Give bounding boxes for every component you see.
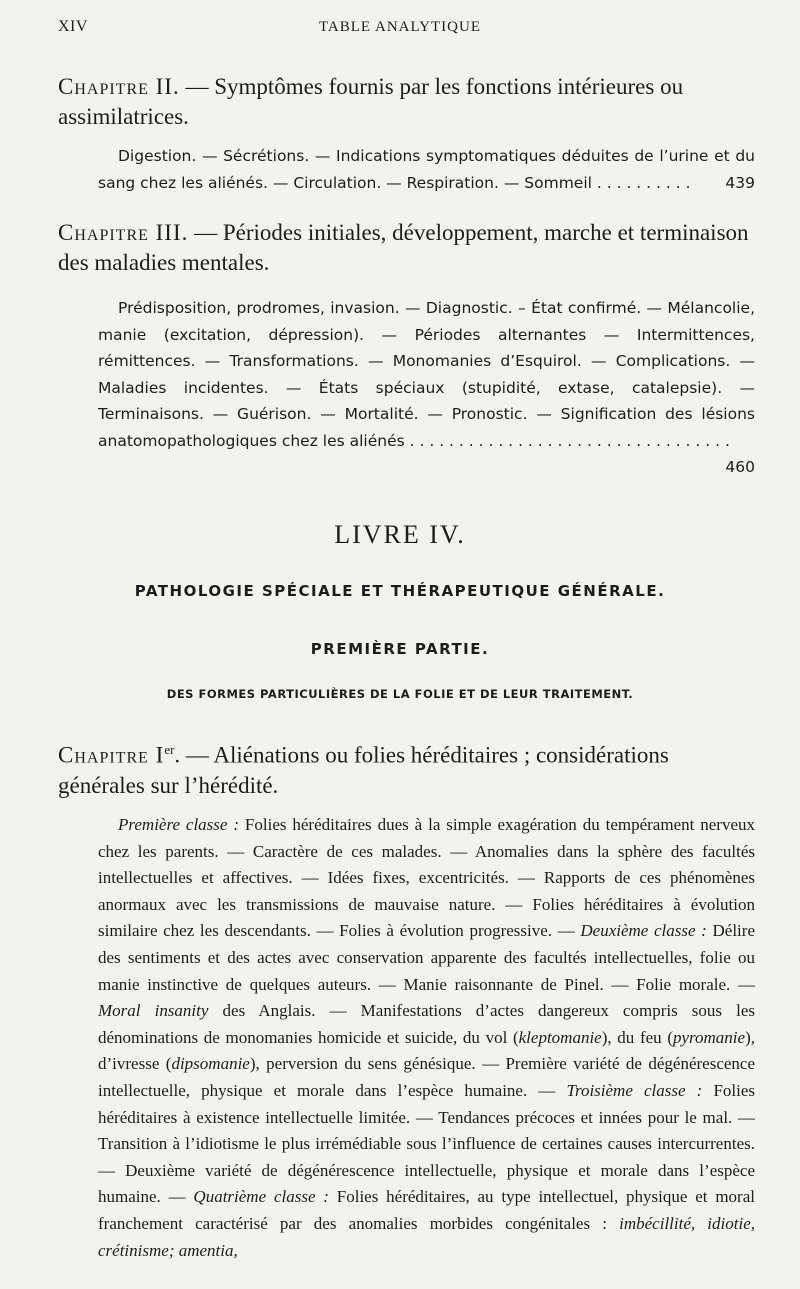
leader-dots: . . . . . . . . . . . . . . . . . . . . . . . . . . . . . . . . . xyxy=(404,431,730,450)
chapter-1-heading xyxy=(58,735,755,801)
chapter-3-title: — Périodes initiales, développement, marche et terminaison des maladies mentales. xyxy=(58,220,749,275)
text-fragment: ), du feu ( xyxy=(601,1027,673,1047)
chapter-3-heading xyxy=(58,218,755,278)
text-fragment: ), perversion du sens génésique. — Première variété de dégénérescence intellectuelle, physique et morale dans l’espèce humaine. — xyxy=(98,1054,755,1100)
class-1-label: Première classe : xyxy=(118,815,240,834)
chapter-2-summary-text: Digestion. — Sécrétions. — Indications symptomatiques déduites de l’urine et du sang chez les aliénés. — Circulation. — Respiration. — Sommeil xyxy=(98,147,755,192)
running-title: TABLE ANALYTIQUE xyxy=(318,19,481,35)
class-2-text-b: des Anglais. — Manifestations d’actes dangereux compris sous les dénominations de monomanies homicide et suicide, du vol ( xyxy=(98,1001,755,1047)
chapter-1-label-sup: er xyxy=(164,742,175,757)
chapter-2-title: — Symptômes fournis par les fonctions intérieures ou assimilatrices. xyxy=(58,74,684,129)
class-2-label: Deuxième classe : xyxy=(580,921,707,941)
chapter-3-summary-text: Prédisposition, prodromes, invasion. — Diagnostic. – État confirmé. — Mélancolie, manie (excitation, dépression). — Périodes alternantes — Intermittences, rémittences. — Transformations. — Monomanies d’Esquirol. — Complications. — Maladies incidentes. — États spéciaux (stupidité, extase, catalepsie). — Terminaisons. — Guérison. — Mortalité. — Pronostic. — Signification des lésions anatomopathologiques chez les aliénés xyxy=(98,299,755,450)
class-4-label: Quatrième classe : xyxy=(193,1187,329,1207)
leader-dots: . . . . . . . . . . xyxy=(591,173,691,192)
class-4-text: Folies héréditaires, au type intellectuel, physique et moral franchement caractérisé par des anomalies morbides congénitales : xyxy=(98,1187,755,1233)
chapter-2-summary xyxy=(58,143,755,196)
part-subtitle: DES FORMES PARTICULIÈRES DE LA FOLIE ET DE LEUR TRAITEMENT. xyxy=(166,687,634,701)
chapter-3-label: Chapitre III. xyxy=(58,220,189,245)
chapter-3-summary xyxy=(58,295,755,481)
chapter-2-heading xyxy=(58,72,755,132)
kleptomanie: kleptomanie xyxy=(518,1027,602,1047)
chapter-2-label: Chapitre II. xyxy=(58,74,180,99)
class-3-text: Folies héréditaires à existence intellectuelle limitée. — Tendances précoces et innées pour le mal. — Transition à l’idiotisme le plus irrémédiable sous l’influence de certaines causes intercurrentes. — Deuxième variété de dégénérescence intellectuelle, physique et morale dans l’espèce humaine. — xyxy=(98,1080,756,1207)
text-fragment: ), d’ivresse ( xyxy=(98,1027,755,1074)
congenital-anomalies: imbécillité, idiotie, crétinisme; amentia, xyxy=(98,1213,755,1260)
chapter-1-summary xyxy=(58,812,755,1264)
chapter-2-page: 439 xyxy=(725,173,755,192)
chapter-1-title: . — Aliénations ou folies héréditaires ; considérations générales sur l’hérédité. xyxy=(58,742,669,798)
dipsomanie: dipsomanie xyxy=(171,1054,250,1074)
pyromanie: pyromanie xyxy=(673,1027,746,1047)
page-number: XIV xyxy=(58,18,88,35)
section-title: PATHOLOGIE SPÉCIALE ET THÉRAPEUTIQUE GÉNÉRALE. xyxy=(134,582,666,600)
class-1-text: Folies héréditaires dues à la simple exagération du tempérament nerveux chez les parents. — Caractère de ces malades. — Anomalies dans la sphère des facultés intellectuelles et affectives. — Idées fixes, excentricités. — Rapports de ces phénomènes anormaux avec les transmissions de mauvaise nature. — Folies héréditaires à évolution similaire chez les descendants. — Folies à évolution progressive. — xyxy=(98,815,755,941)
part-title: PREMIÈRE PARTIE. xyxy=(310,640,490,658)
book-title: LIVRE IV. xyxy=(334,520,466,549)
running-header xyxy=(58,18,742,36)
class-3-label: Troisième classe : xyxy=(566,1080,703,1100)
moral-insanity: Moral insanity xyxy=(98,1001,209,1021)
chapter-1-label: Chapitre I xyxy=(58,742,165,768)
class-2-text: Délire des sentiments et des actes avec conservation apparente des facultés intellectuelles, folie ou manie instinctive de quelques auteurs. — Manie raisonnante de Pinel. — Folie morale. — xyxy=(98,921,755,994)
chapter-3-page: 460 xyxy=(725,458,755,476)
